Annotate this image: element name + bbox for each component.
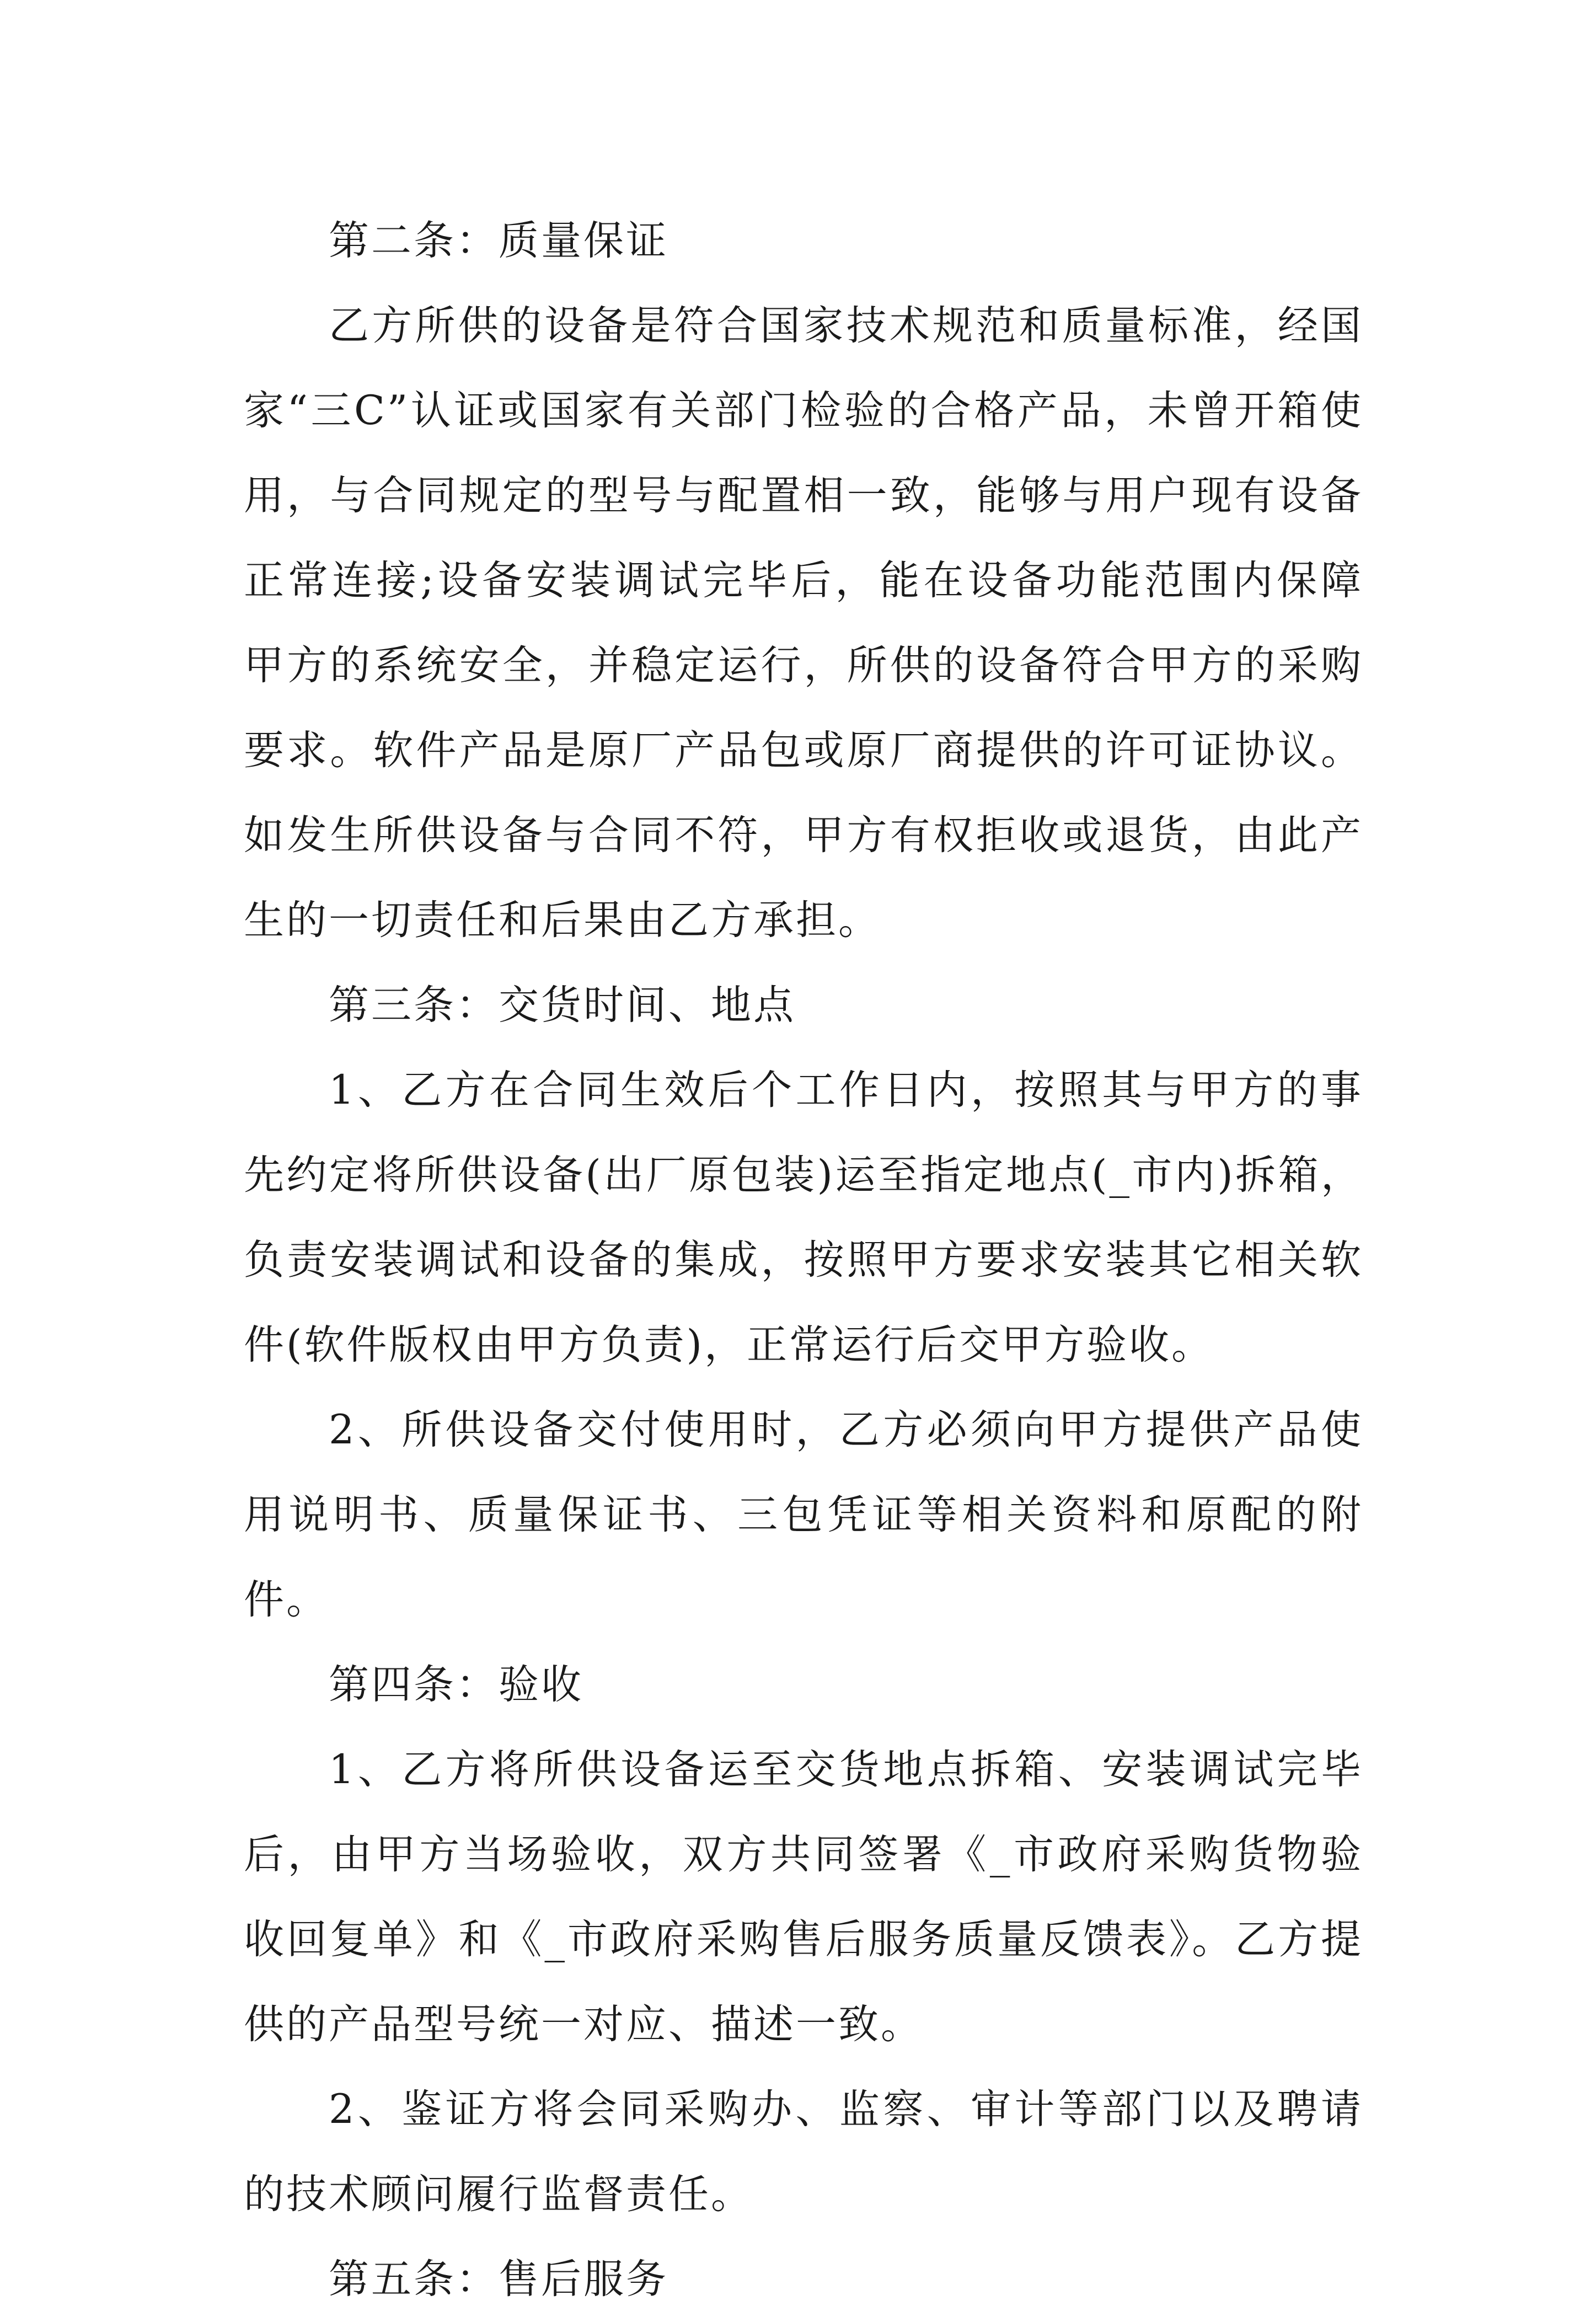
section-heading-quality: 第二条：质量保证 — [329, 217, 668, 264]
section-heading-after-sales: 第五条：售后服务 — [329, 2256, 668, 2303]
paragraph-delivery-1: 1、乙方在合同生效后个工作日内，按照其与甲方的事先约定将所供设备(出厂原包装)运至指定地点(_市内)拆箱，负责安装调试和设备的集成，按照甲方要求安装其它相关软件(软件版权由甲方负责)，正常运行后交甲方验收。 — [244, 1067, 1363, 1368]
paragraph-delivery-2: 2、所供设备交付使用时，乙方必须向甲方提供产品使用说明书、质量保证书、三包凭证等相关资料和原配的附件。 — [244, 1406, 1363, 1623]
document-body — [244, 199, 1363, 2322]
section-heading-acceptance: 第四条：验收 — [329, 1661, 583, 1708]
paragraph-acceptance-2: 2、鉴证方将会同采购办、监察、审计等部门以及聘请的技术顾问履行监督责任。 — [244, 2086, 1363, 2218]
paragraph-acceptance-1: 1、乙方将所供设备运至交货地点拆箱、安装调试完毕后，由甲方当场验收，双方共同签署《_市政府采购货物验收回复单》和《_市政府采购售后服务质量反馈表》。乙方提供的产品型号统一对应、描述一致。 — [244, 1746, 1363, 2048]
paragraph-quality: 乙方所供的设备是符合国家技术规范和质量标准，经国家“三C”认证或国家有关部门检验的合格产品，未曾开箱使用，与合同规定的型号与配置相一致，能够与用户现有设备正常连接;设备安装调试完毕后，能在设备功能范围内保障甲方的系统安全，并稳定运行，所供的设备符合甲方的采购要求。软件产品是原厂产品包或原厂商提供的许可证协议。如发生所供设备与合同不符，甲方有权拒收或退货，由此产生的一切责任和后果由乙方承担。 — [244, 302, 1363, 944]
section-heading-delivery: 第三条：交货时间、地点 — [329, 982, 796, 1029]
